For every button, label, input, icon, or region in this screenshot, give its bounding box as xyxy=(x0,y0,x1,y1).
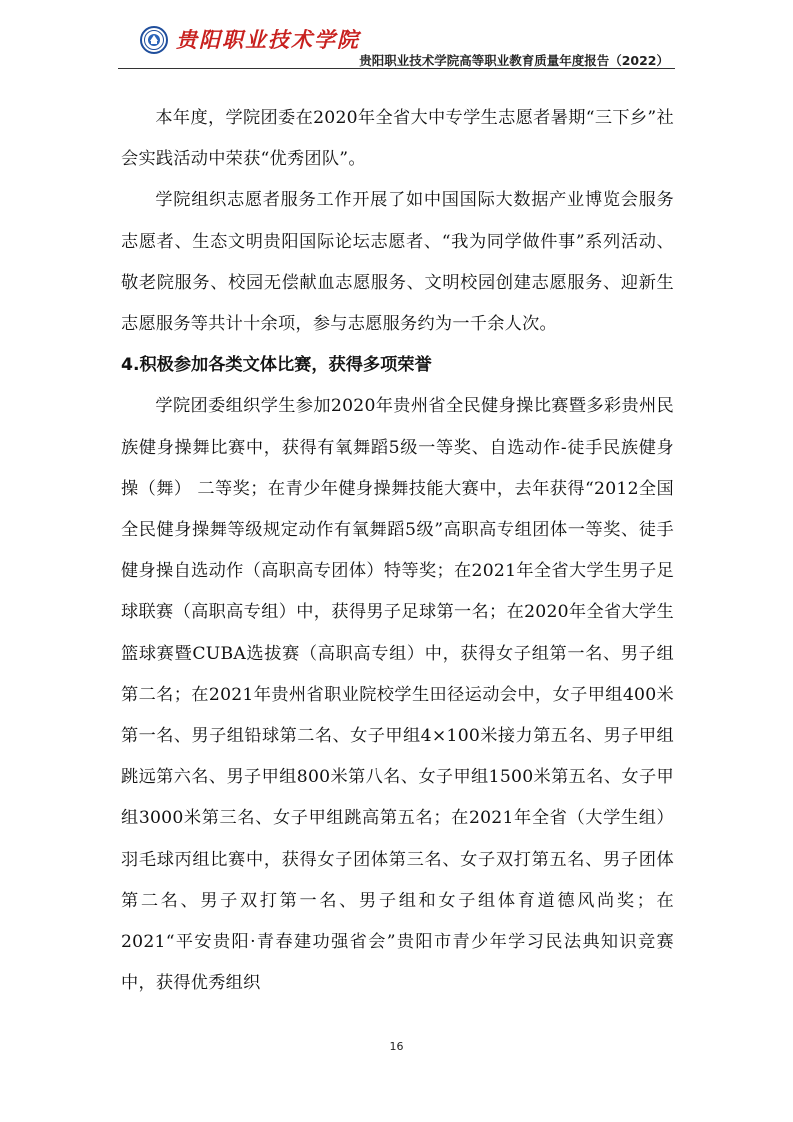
header-divider xyxy=(118,68,675,69)
paragraph-competitions: 学院团委组织学生参加2020年贵州省全民健身操比赛暨多彩贵州民族健身操舞比赛中，获得有氧舞蹈5级一等奖、自选动作-徒手民族健身操（舞） 二等奖；在青少年健身操舞技能大赛中，去年获得“2012全国全民健身操舞等级规定动作有氧舞蹈5级”高职高专组团体一等奖、徒手健身操自选动作（高职高专团体）特等奖；在2021年全省大学生男子足球联赛（高职高专组）中，获得男子足球第一名；在2020年全省大学生篮球赛暨CUBA选拔赛（高职高专组）中，获得女子组第一名、男子组第二名；在2021年贵州省职业院校学生田径运动会中，女子甲组400米第一名、男子组铅球第二名、女子甲组4×100米接力第五名、男子甲组跳远第六名、男子甲组800米第八名、女子甲组1500米第五名、女子甲组3000米第三名、女子甲组跳高第五名；在2021年全省（大学生组）羽毛球丙组比赛中，获得女子团体第三名、女子双打第五名、男子团体第二名、男子双打第一名、男子组和女子组体育道德风尚奖；在2021“平安贵阳·青春建功强省会”贵阳市青少年学习民法典知识竞赛中，获得优秀组织 xyxy=(121,396,674,994)
school-name: 贵阳职业技术学院 xyxy=(176,27,360,52)
school-emblem-icon xyxy=(140,26,168,54)
paragraph-volunteer-service: 学院组织志愿者服务工作开展了如中国国际大数据产业博览会服务志愿者、生态文明贵阳国际论坛志愿者、“我为同学做件事”系列活动、敬老院服务、校园无偿献血志愿服务、文明校园创建志愿服务、迎新生志愿服务等共计十余项，参与志愿服务约为一千余人次。 xyxy=(121,190,674,335)
section-heading: 4.积极参加各类文体比赛，获得多项荣誉 xyxy=(121,355,432,376)
paragraph-youth-league-award: 本年度，学院团委在2020年全省大中专学生志愿者暑期“三下乡”社会实践活动中荣获“优秀团队”。 xyxy=(121,108,674,170)
page-number: 16 xyxy=(389,1040,404,1053)
page-header xyxy=(0,0,793,68)
report-title: 贵阳职业技术学院高等职业教育质量年度报告（2022） xyxy=(359,53,669,68)
page-content xyxy=(121,98,674,1004)
